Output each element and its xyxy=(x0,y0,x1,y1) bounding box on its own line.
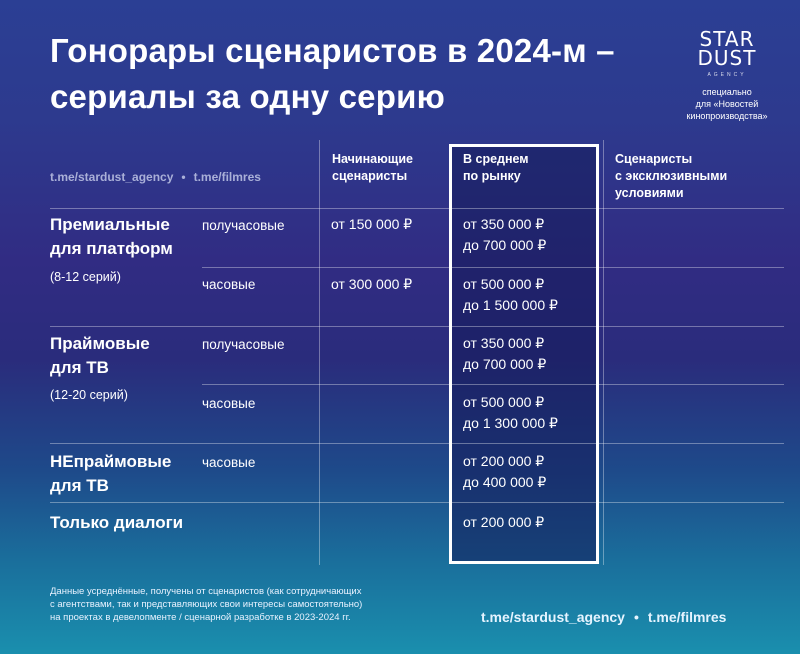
category-nonprime xyxy=(50,450,171,498)
category-dialogues xyxy=(50,511,183,535)
footnote-line-1: Данные усреднённые, получены от сценаристов (как сотрудничающих xyxy=(50,586,362,597)
value-prime-hour-market xyxy=(463,392,558,434)
category-nonprime-line-2: для ТВ xyxy=(50,476,109,495)
column-header-beginners xyxy=(332,151,413,185)
value-to: до 1 300 000 ₽ xyxy=(463,415,558,431)
category-prime-line-2: для ТВ xyxy=(50,358,109,377)
grid-divider-premium-sub xyxy=(202,267,784,268)
category-prime xyxy=(50,332,150,380)
title-line-2: сериалы за одну серию xyxy=(50,78,445,115)
column-header-beginners-line-1: Начинающие xyxy=(332,152,413,166)
value-premium-hour-beginner: от 300 000 ₽ xyxy=(331,276,413,292)
value-prime-half-market xyxy=(463,333,546,375)
value-from: от 500 000 ₽ xyxy=(463,394,545,410)
column-header-market-line-2: по рынку xyxy=(463,169,521,183)
column-header-market xyxy=(463,151,529,185)
link-separator: • xyxy=(181,170,186,184)
footnote xyxy=(50,585,430,624)
grid-divider-nonprime xyxy=(50,502,784,503)
stardust-link[interactable]: t.me/stardust_agency xyxy=(50,170,174,184)
footer-links xyxy=(481,609,726,625)
logo-note xyxy=(672,86,782,122)
format-label: часовые xyxy=(202,455,256,470)
value-premium-half-beginner: от 150 000 ₽ xyxy=(331,216,413,232)
link-separator: • xyxy=(633,609,639,625)
format-label: получасовые xyxy=(202,337,285,352)
category-nonprime-line-1: НЕпраймовые xyxy=(50,452,172,471)
grid-divider-header xyxy=(50,208,784,209)
column-header-exclusive xyxy=(615,151,727,202)
logo-line-1: STAR xyxy=(699,27,755,51)
value-to: до 1 500 000 ₽ xyxy=(463,297,558,313)
value-from: от 350 000 ₽ xyxy=(463,335,545,351)
category-premium-episodes: (8-12 серий) xyxy=(50,270,121,284)
footnote-line-3: на проектах в девелопменте / сценарной разработке в 2023-2024 гг. xyxy=(50,612,351,623)
logo-mark xyxy=(694,27,760,70)
value-nonprime-hour-market xyxy=(463,451,546,493)
value-from: от 350 000 ₽ xyxy=(463,216,545,232)
column-header-beginners-line-2: сценаристы xyxy=(332,169,408,183)
title-line-1: Гонорары сценаристов в 2024-м – xyxy=(50,32,615,69)
logo-note-line-2: для «Новостей xyxy=(695,99,759,109)
logo-note-line-3: кинопроизводства» xyxy=(686,111,768,121)
category-prime-episodes: (12-20 серий) xyxy=(50,388,128,402)
header-links xyxy=(50,170,261,184)
column-header-exclusive-line-2: с эксклюзивными xyxy=(615,169,728,183)
category-premium-line-2: для платформ xyxy=(50,239,173,258)
stardust-logo xyxy=(672,27,782,122)
category-premium xyxy=(50,213,173,261)
column-header-market-line-1: В среднем xyxy=(463,152,529,166)
category-dialogues-line-1: Только диалоги xyxy=(50,513,184,532)
logo-subtitle: AGENCY xyxy=(707,72,747,78)
value-premium-hour-market xyxy=(463,274,558,316)
category-prime-line-1: Праймовые xyxy=(50,334,150,353)
filmres-link[interactable]: t.me/filmres xyxy=(193,170,261,184)
grid-divider-prime xyxy=(50,443,784,444)
grid-divider-premium xyxy=(50,326,784,327)
value-from: от 200 000 ₽ xyxy=(463,453,545,469)
value-to: до 400 000 ₽ xyxy=(463,474,547,490)
logo-note-line-1: специально xyxy=(702,87,752,97)
category-premium-line-1: Премиальные xyxy=(50,215,170,234)
logo-line-2: DUST xyxy=(697,46,757,70)
grid-divider-prime-sub xyxy=(202,384,784,385)
format-label: часовые xyxy=(202,396,256,411)
value-premium-half-market xyxy=(463,214,546,256)
value-from: от 500 000 ₽ xyxy=(463,276,545,292)
stardust-link[interactable]: t.me/stardust_agency xyxy=(481,609,625,625)
column-header-exclusive-line-3: условиями xyxy=(615,186,684,200)
value-to: до 700 000 ₽ xyxy=(463,356,547,372)
value-to: до 700 000 ₽ xyxy=(463,237,547,253)
value-dialogues-market: от 200 000 ₽ xyxy=(463,514,545,530)
filmres-link[interactable]: t.me/filmres xyxy=(647,609,727,625)
footnote-line-2: с агентствами, так и представляющих свои интересы самостоятельно) xyxy=(50,599,363,610)
format-label: получасовые xyxy=(202,218,285,233)
format-label: часовые xyxy=(202,277,256,292)
page-title xyxy=(50,28,650,120)
column-header-exclusive-line-1: Сценаристы xyxy=(615,152,693,166)
